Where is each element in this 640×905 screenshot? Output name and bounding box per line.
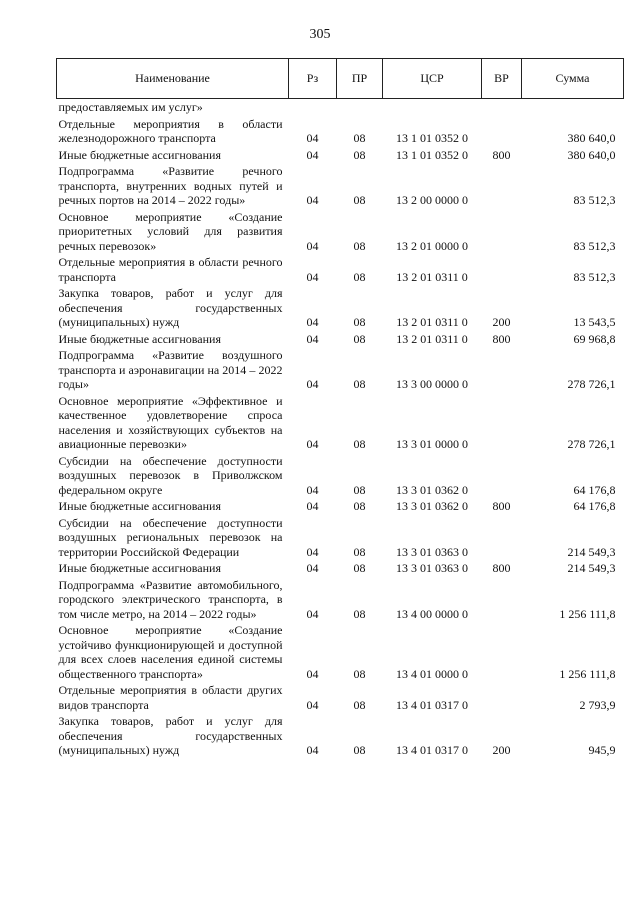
cell-pr: 08 (353, 193, 366, 207)
table-row (57, 713, 624, 759)
cell-csr: 13 3 01 0363 0 (396, 544, 468, 559)
cell-pr: 08 (353, 269, 366, 284)
cell-csr: 13 2 01 0311 0 (396, 331, 468, 346)
cell-vr (482, 163, 522, 209)
cell-vr: 800 (492, 331, 511, 346)
table-row (57, 147, 624, 164)
table-row (57, 163, 624, 209)
header-pr: ПР (337, 59, 383, 99)
cell-name: Подпрограмма «Развитие воздушного транспорта и аэронавигации на 2014 – 2022 годы» (58, 348, 283, 391)
table-row (57, 682, 624, 713)
cell-pr: 08 (353, 377, 366, 391)
cell-sum: 83 512,3 (573, 238, 616, 253)
table-header-row (57, 59, 624, 99)
cell-pr: 08 (353, 544, 366, 559)
cell-vr: 200 (492, 315, 511, 329)
cell-csr: 13 2 00 0000 0 (396, 193, 468, 207)
cell-pr (337, 99, 383, 116)
cell-rz: 04 (306, 377, 319, 391)
cell-pr: 08 (353, 666, 366, 681)
cell-rz: 04 (306, 193, 319, 207)
cell-csr: 13 4 01 0000 0 (396, 666, 468, 681)
cell-pr: 08 (353, 561, 366, 575)
table-body (57, 99, 624, 759)
cell-vr: 800 (492, 499, 511, 513)
cell-vr (482, 622, 522, 682)
cell-vr: 800 (492, 561, 511, 575)
cell-rz: 04 (306, 315, 319, 329)
cell-pr: 08 (353, 131, 366, 145)
cell-sum: 278 726,1 (567, 377, 616, 391)
cell-csr: 13 1 01 0352 0 (396, 131, 468, 145)
cell-rz: 04 (306, 561, 319, 575)
cell-rz: 04 (306, 499, 319, 513)
cell-rz: 04 (306, 743, 319, 757)
cell-csr: 13 2 01 0311 0 (396, 269, 468, 284)
cell-rz: 04 (306, 482, 319, 497)
cell-vr (482, 515, 522, 561)
table-row (57, 331, 624, 348)
cell-sum: 2 793,9 (579, 697, 616, 712)
cell-csr: 13 2 01 0000 0 (396, 238, 468, 253)
cell-pr: 08 (353, 147, 366, 162)
cell-name: Иные бюджетные ассигнования (58, 499, 221, 513)
cell-csr: 13 4 00 0000 0 (396, 606, 468, 621)
table-row (57, 453, 624, 499)
cell-name: Отдельные мероприятия в области речного транспорта (58, 255, 283, 284)
cell-csr: 13 3 01 0362 0 (396, 499, 468, 513)
header-csr: ЦСР (383, 59, 482, 99)
table-row (57, 99, 624, 116)
cell-csr: 13 3 01 0362 0 (396, 482, 468, 497)
cell-vr (482, 347, 522, 393)
cell-sum: 1 256 111,8 (559, 606, 616, 621)
header-name: Наименование (57, 59, 289, 99)
cell-pr: 08 (353, 315, 366, 329)
header-rz: Рз (289, 59, 337, 99)
cell-pr: 08 (353, 606, 366, 621)
table-row (57, 285, 624, 331)
cell-rz (289, 99, 337, 116)
cell-pr: 08 (353, 482, 366, 497)
cell-vr (482, 453, 522, 499)
cell-sum: 69 968,8 (573, 331, 616, 346)
cell-name: Основное мероприятие «Создание устойчиво функционирующей и доступной для всех слоев населения единой системы общественного транспорта» (58, 623, 283, 681)
table-row (57, 254, 624, 285)
cell-pr: 08 (353, 499, 366, 513)
cell-sum: 945,9 (588, 743, 616, 757)
cell-name: Подпрограмма «Развитие автомобильного, городского электрического транспорта, в том числе метро, на 2014 – 2022 годы» (58, 577, 283, 621)
cell-rz: 04 (306, 606, 319, 621)
cell-rz: 04 (306, 131, 319, 145)
table-row (57, 515, 624, 561)
cell-rz: 04 (306, 238, 319, 253)
table-row (57, 560, 624, 577)
cell-sum (522, 99, 624, 116)
cell-name: Отдельные мероприятия в области железнодорожного транспорта (58, 116, 283, 145)
cell-name: Подпрограмма «Развитие речного транспорта, внутренних водных путей и речных портов на 2014 – 2022 годы» (58, 164, 283, 207)
table-row (57, 577, 624, 623)
header-sum: Сумма (522, 59, 624, 99)
cell-rz: 04 (306, 666, 319, 681)
cell-sum: 380 640,0 (567, 131, 616, 145)
cell-sum: 64 176,8 (573, 499, 616, 513)
cell-rz: 04 (306, 544, 319, 559)
cell-rz: 04 (306, 331, 319, 346)
cell-sum: 214 549,3 (567, 561, 616, 575)
cell-name: Закупка товаров, работ и услуг для обеспечения государственных (муниципальных) нужд (58, 286, 283, 329)
cell-csr: 13 3 00 0000 0 (396, 377, 468, 391)
cell-rz: 04 (306, 437, 319, 451)
cell-vr (482, 254, 522, 285)
cell-name: Закупка товаров, работ и услуг для обеспечения государственных (муниципальных) нужд (58, 714, 283, 757)
cell-vr: 200 (492, 743, 511, 757)
cell-sum: 83 512,3 (573, 193, 616, 207)
cell-csr: 13 2 01 0311 0 (396, 315, 468, 329)
cell-sum: 1 256 111,8 (559, 666, 616, 681)
cell-name: Иные бюджетные ассигнования (58, 147, 221, 162)
cell-name: Основное мероприятие «Создание приоритетных условий для развития речных перевозок» (58, 209, 283, 253)
cell-csr: 13 3 01 0363 0 (396, 561, 468, 575)
cell-name: Отдельные мероприятия в области других видов транспорта (58, 683, 283, 712)
cell-sum: 83 512,3 (573, 269, 616, 284)
cell-rz: 04 (306, 147, 319, 162)
table-row (57, 393, 624, 453)
cell-sum: 214 549,3 (567, 544, 616, 559)
cell-pr: 08 (353, 331, 366, 346)
cell-name: Субсидии на обеспечение доступности воздушных перевозок в Приволжском федеральном округе (58, 453, 283, 497)
table-row (57, 622, 624, 682)
cell-pr: 08 (353, 697, 366, 712)
table-row (57, 347, 624, 393)
cell-csr: 13 3 01 0000 0 (396, 437, 468, 451)
cell-vr (482, 577, 522, 623)
budget-table (56, 58, 624, 759)
header-vr: ВР (482, 59, 522, 99)
cell-pr: 08 (353, 437, 366, 451)
table-row (57, 209, 624, 255)
cell-name: Иные бюджетные ассигнования (58, 331, 221, 346)
cell-sum: 64 176,8 (573, 482, 616, 497)
cell-csr: 13 1 01 0352 0 (396, 147, 468, 162)
cell-csr: 13 4 01 0317 0 (396, 697, 468, 712)
cell-vr (482, 209, 522, 255)
table-row (57, 498, 624, 515)
cell-vr: 800 (492, 147, 511, 162)
cell-rz: 04 (306, 269, 319, 284)
cell-sum: 13 543,5 (573, 315, 616, 329)
cell-vr (482, 682, 522, 713)
cell-name: Иные бюджетные ассигнования (58, 561, 221, 575)
cell-sum: 278 726,1 (567, 437, 616, 451)
cell-sum: 380 640,0 (567, 147, 616, 162)
cell-pr: 08 (353, 743, 366, 757)
cell-csr: 13 4 01 0317 0 (396, 743, 468, 757)
cell-vr (482, 116, 522, 147)
page-number: 305 (309, 27, 331, 42)
cell-vr (482, 393, 522, 453)
cell-name: Субсидии на обеспечение доступности воздушных региональных перевозок на территории Российской Федерации (58, 515, 283, 559)
cell-name: Основное мероприятие «Эффективное и качественное удовлетворение спроса населения и хозяйствующих субъектов на авиационные перевозки» (58, 393, 283, 451)
cell-vr (482, 99, 522, 116)
cell-csr (383, 99, 482, 116)
cell-pr: 08 (353, 238, 366, 253)
table-row (57, 116, 624, 147)
cell-name: предоставляемых им услуг» (58, 100, 203, 114)
cell-rz: 04 (306, 697, 319, 712)
